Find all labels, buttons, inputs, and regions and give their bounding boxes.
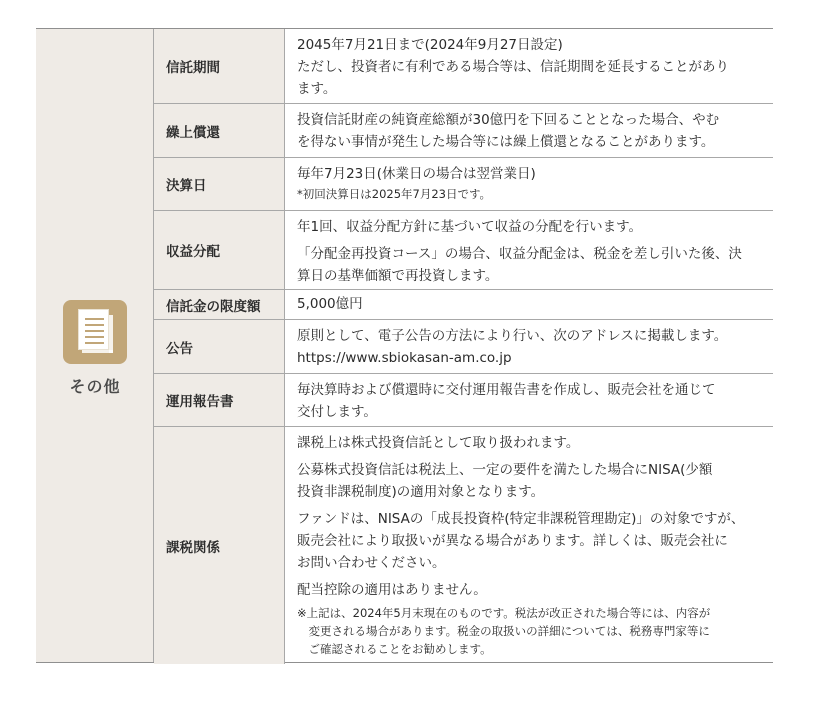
url-text: https://www.sbiokasan-am.co.jp: [297, 350, 512, 366]
note-line: 変更される場合があります。税金の取扱いの詳細については、税務専門家等に: [297, 624, 710, 638]
text-line: 算日の基準価額で再投資します。: [297, 268, 499, 284]
row-value: [285, 320, 773, 373]
row-label: 収益分配: [154, 211, 285, 289]
text-line: お問い合わせください。: [297, 555, 446, 571]
text-line: 年1回、収益分配方針に基づいて収益の分配を行います。: [297, 219, 643, 235]
text-line: を得ない事情が発生した場合等には繰上償還となることがあります。: [297, 134, 715, 150]
row-value: [285, 290, 773, 319]
row-trust-period: [154, 29, 773, 104]
text-line: 毎年7月23日(休業日の場合は翌営業日): [297, 166, 536, 182]
row-settlement-date: [154, 158, 773, 211]
row-value: [285, 158, 773, 210]
text-line: 毎決算時および償還時に交付運用報告書を作成し、販売会社を通じて: [297, 382, 716, 398]
category-label: その他: [69, 377, 121, 396]
text-line: ます。: [297, 81, 337, 97]
text-line: 販売会社により取扱いが異なる場合があります。詳しくは、販売会社に: [297, 533, 728, 549]
row-management-report: [154, 374, 773, 427]
text-line: ファンドは、NISAの「成長投資枠(特定非課税管理勘定)」の対象ですが、: [297, 511, 745, 527]
note-line: *初回決算日は2025年7月23日です。: [297, 187, 492, 201]
text-line: 投資信託財産の純資産総額が30億円を下回ることとなった場合、やむ: [297, 112, 720, 128]
row-trust-limit: [154, 290, 773, 320]
row-value: [285, 427, 773, 664]
text-line: ただし、投資者に有利である場合等は、信託期間を延長することがあり: [297, 59, 729, 75]
text-line: 投資非課税制度)の適用対象となります。: [297, 484, 545, 500]
text-line: 公募株式投資信託は税法上、一定の要件を満たした場合にNISA(少額: [297, 462, 713, 478]
row-label: 公告: [154, 320, 285, 373]
row-early-redemption: [154, 104, 773, 158]
row-value: [285, 29, 773, 103]
text-line: 「分配金再投資コース」の場合、収益分配金は、税金を差し引いた後、決: [297, 246, 742, 262]
category-column: [36, 29, 154, 662]
row-value: [285, 211, 773, 289]
row-label: 信託金の限度額: [154, 290, 285, 319]
note-line: ※上記は、2024年5月末現在のものです。税法が改正された場合等には、内容が: [297, 606, 711, 620]
text-line: 課税上は株式投資信託として取り扱われます。: [297, 435, 580, 451]
row-value: [285, 374, 773, 426]
row-label: 運用報告書: [154, 374, 285, 426]
row-taxation: [154, 427, 773, 664]
row-public-notice: [154, 320, 773, 374]
text-line: 2045年7月21日まで(2024年9月27日設定): [297, 37, 563, 53]
note-line: ご確認されることをお勧めします。: [297, 642, 492, 656]
text-line: 配当控除の適用はありません。: [297, 582, 487, 598]
text-line: 交付します。: [297, 404, 377, 420]
text-line: 5,000億円: [297, 296, 363, 312]
row-label: 繰上償還: [154, 104, 285, 157]
row-label: 信託期間: [154, 29, 285, 103]
fund-info-table: [36, 28, 773, 663]
document-icon: [63, 300, 127, 364]
row-label: 課税関係: [154, 427, 285, 664]
row-label: 決算日: [154, 158, 285, 210]
text-line: 原則として、電子公告の方法により行い、次のアドレスに掲載します。: [297, 328, 728, 344]
row-distribution: [154, 211, 773, 290]
row-value: [285, 104, 773, 157]
